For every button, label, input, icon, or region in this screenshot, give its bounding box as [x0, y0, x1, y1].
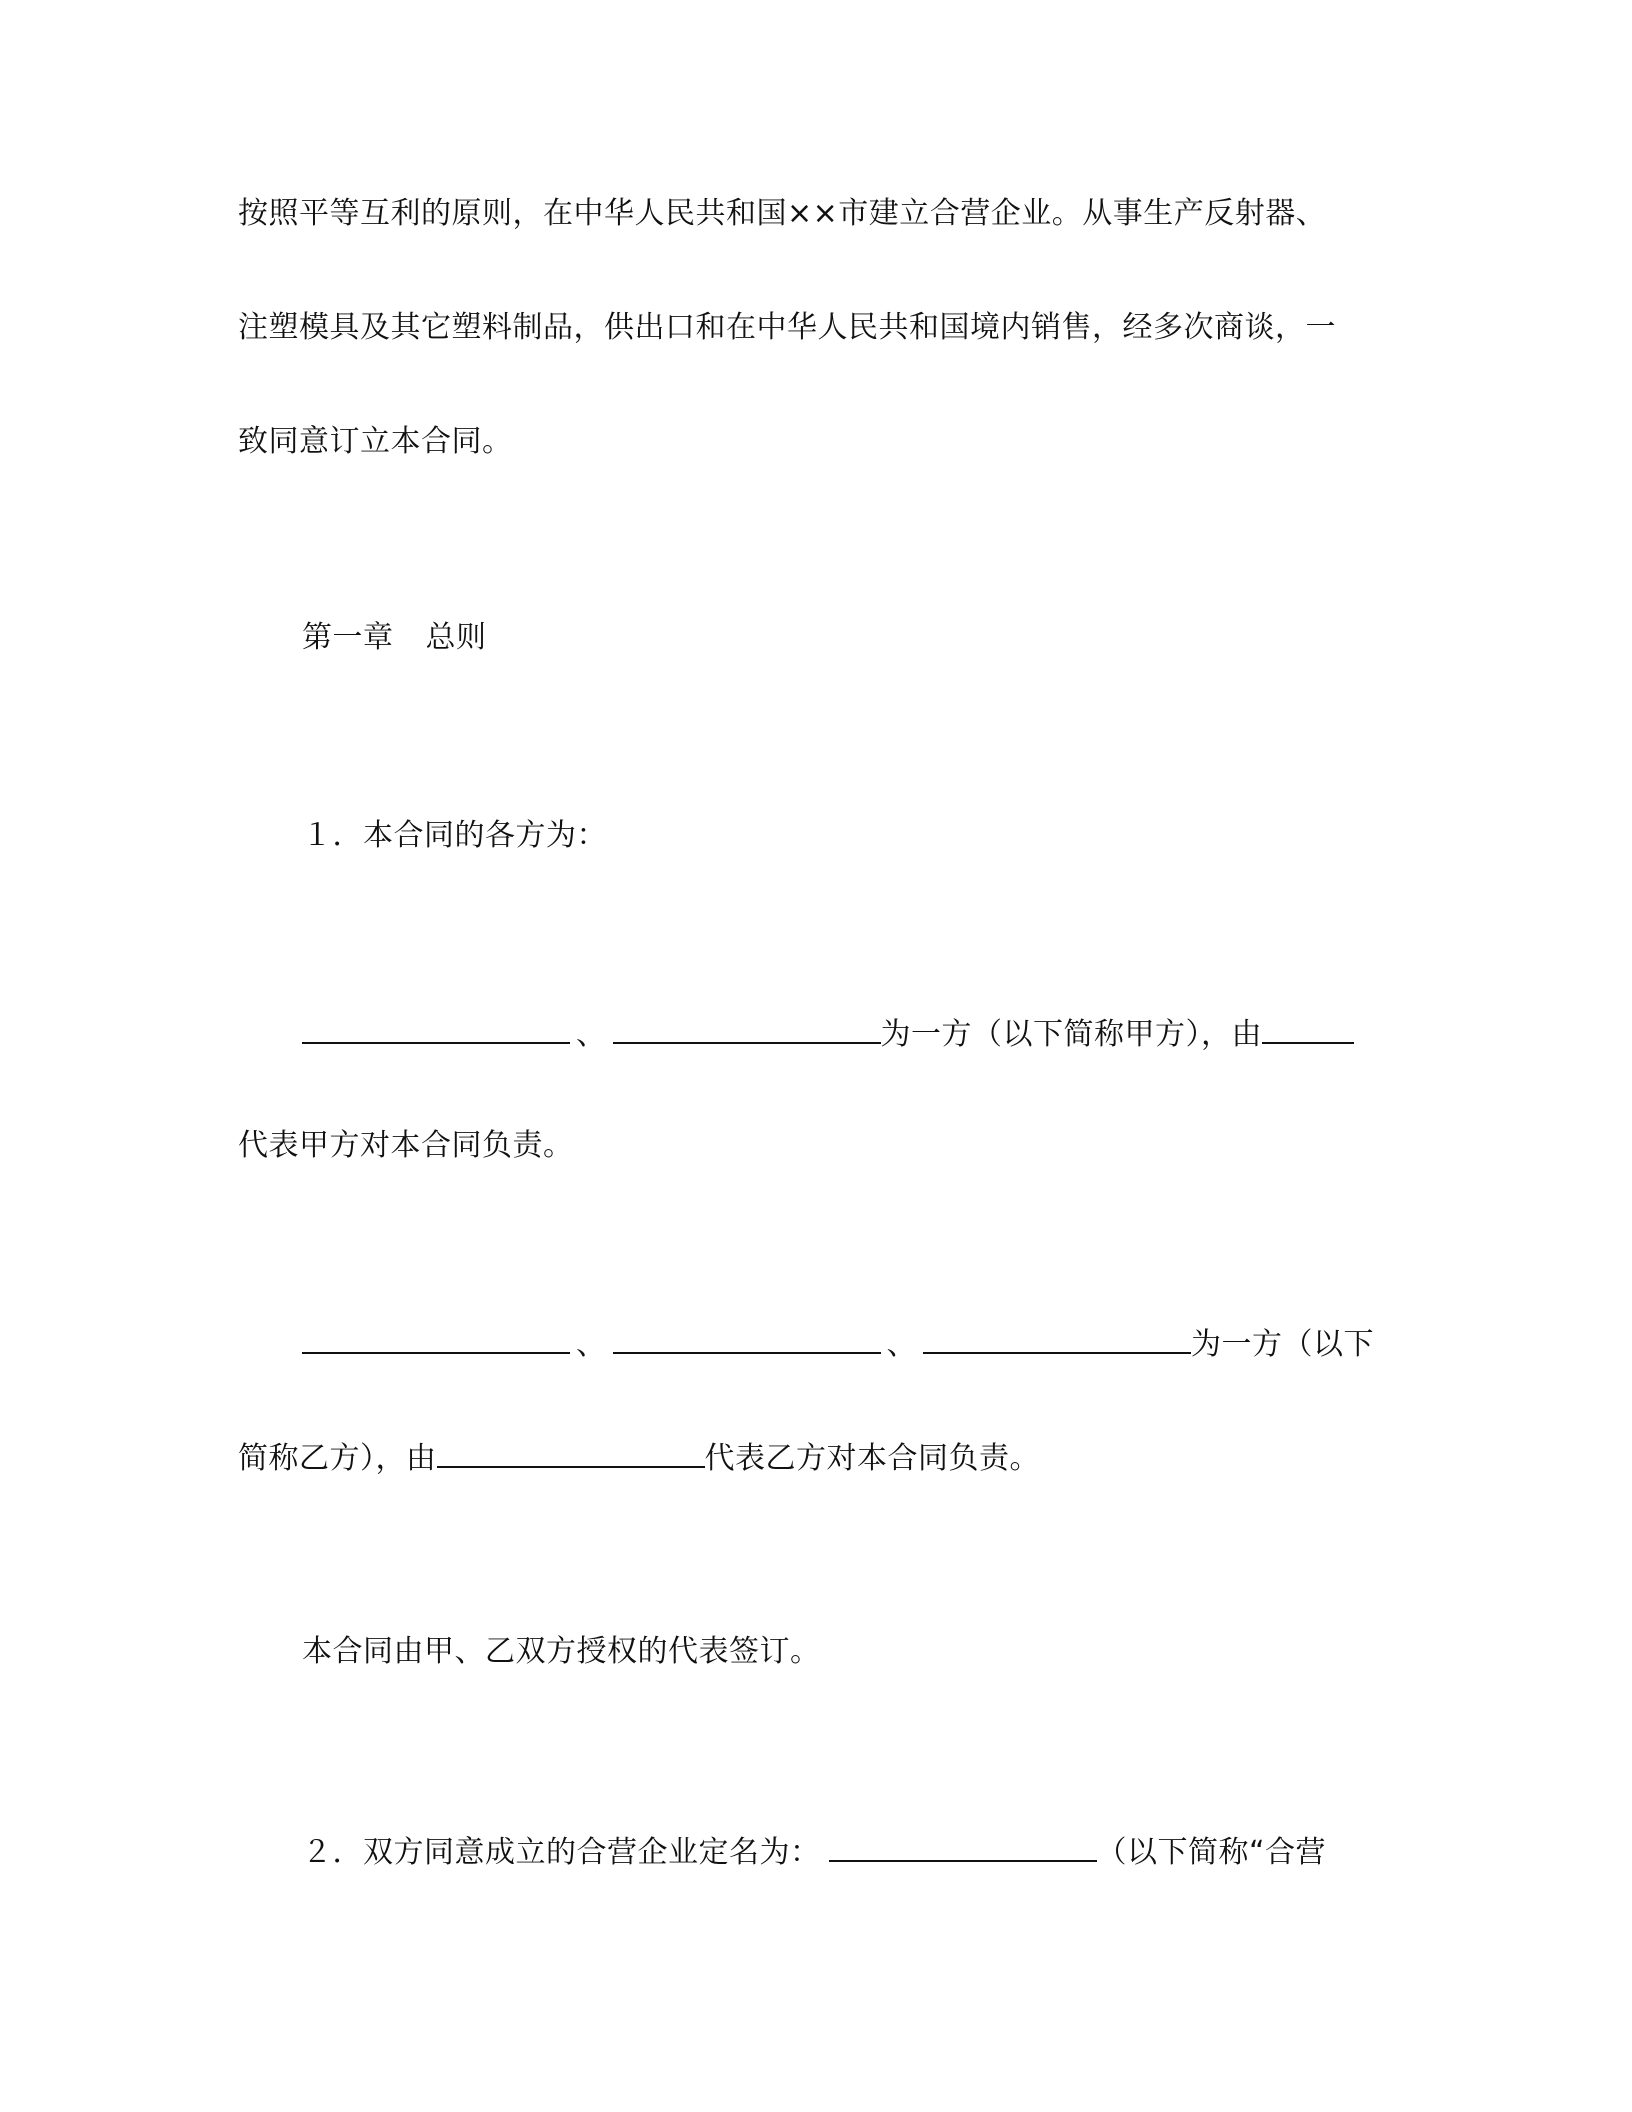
clause-2-suffix: （以下简称“合营: [1096, 1835, 1327, 1870]
intro-line-2: 注塑模具及其它塑料制品，供出口和在中华人民共和国境内销售，经多次商谈，一: [238, 310, 1336, 345]
party-b-line-2: [238, 1436, 1040, 1479]
chapter-title: 第一章 总则: [302, 620, 487, 655]
signing-statement: 本合同由甲、乙双方授权的代表签订。: [302, 1634, 821, 1669]
party-b-text: 为一方（以下: [1191, 1327, 1374, 1362]
party-b-separator-1: 、: [576, 1327, 607, 1362]
intro-line-1: 按照平等互利的原则，在中华人民共和国××市建立合营企业。从事生产反射器、: [238, 196, 1327, 231]
party-a-name-blank-2[interactable]: [613, 1012, 881, 1044]
clause-1-heading: １．本合同的各方为：: [302, 818, 607, 853]
party-b-name-blank-3[interactable]: [923, 1322, 1191, 1354]
party-b-name-blank-1[interactable]: [302, 1322, 570, 1354]
clause-2-prefix: ２．双方同意成立的合营企业定名为：: [302, 1835, 821, 1870]
party-b-representative-blank[interactable]: [437, 1436, 705, 1468]
joint-venture-name-blank[interactable]: [829, 1830, 1097, 1862]
party-b-line-2-suffix: 代表乙方对本合同负责。: [704, 1441, 1040, 1476]
party-b-line: [302, 1322, 1374, 1365]
party-a-line: [302, 1012, 1354, 1055]
intro-line-3: 致同意订立本合同。: [238, 424, 513, 459]
clause-2-line: [302, 1830, 1326, 1873]
party-b-line-2-prefix: 简称乙方），由: [238, 1441, 437, 1476]
party-a-text: 为一方（以下简称甲方），由: [880, 1017, 1262, 1052]
party-b-separator-2: 、: [886, 1327, 917, 1362]
party-b-name-blank-2[interactable]: [613, 1322, 881, 1354]
party-a-representative-blank[interactable]: [1262, 1012, 1354, 1044]
party-a-line-2: 代表甲方对本合同负责。: [238, 1128, 574, 1163]
party-a-separator: 、: [576, 1017, 607, 1052]
party-a-name-blank-1[interactable]: [302, 1012, 570, 1044]
